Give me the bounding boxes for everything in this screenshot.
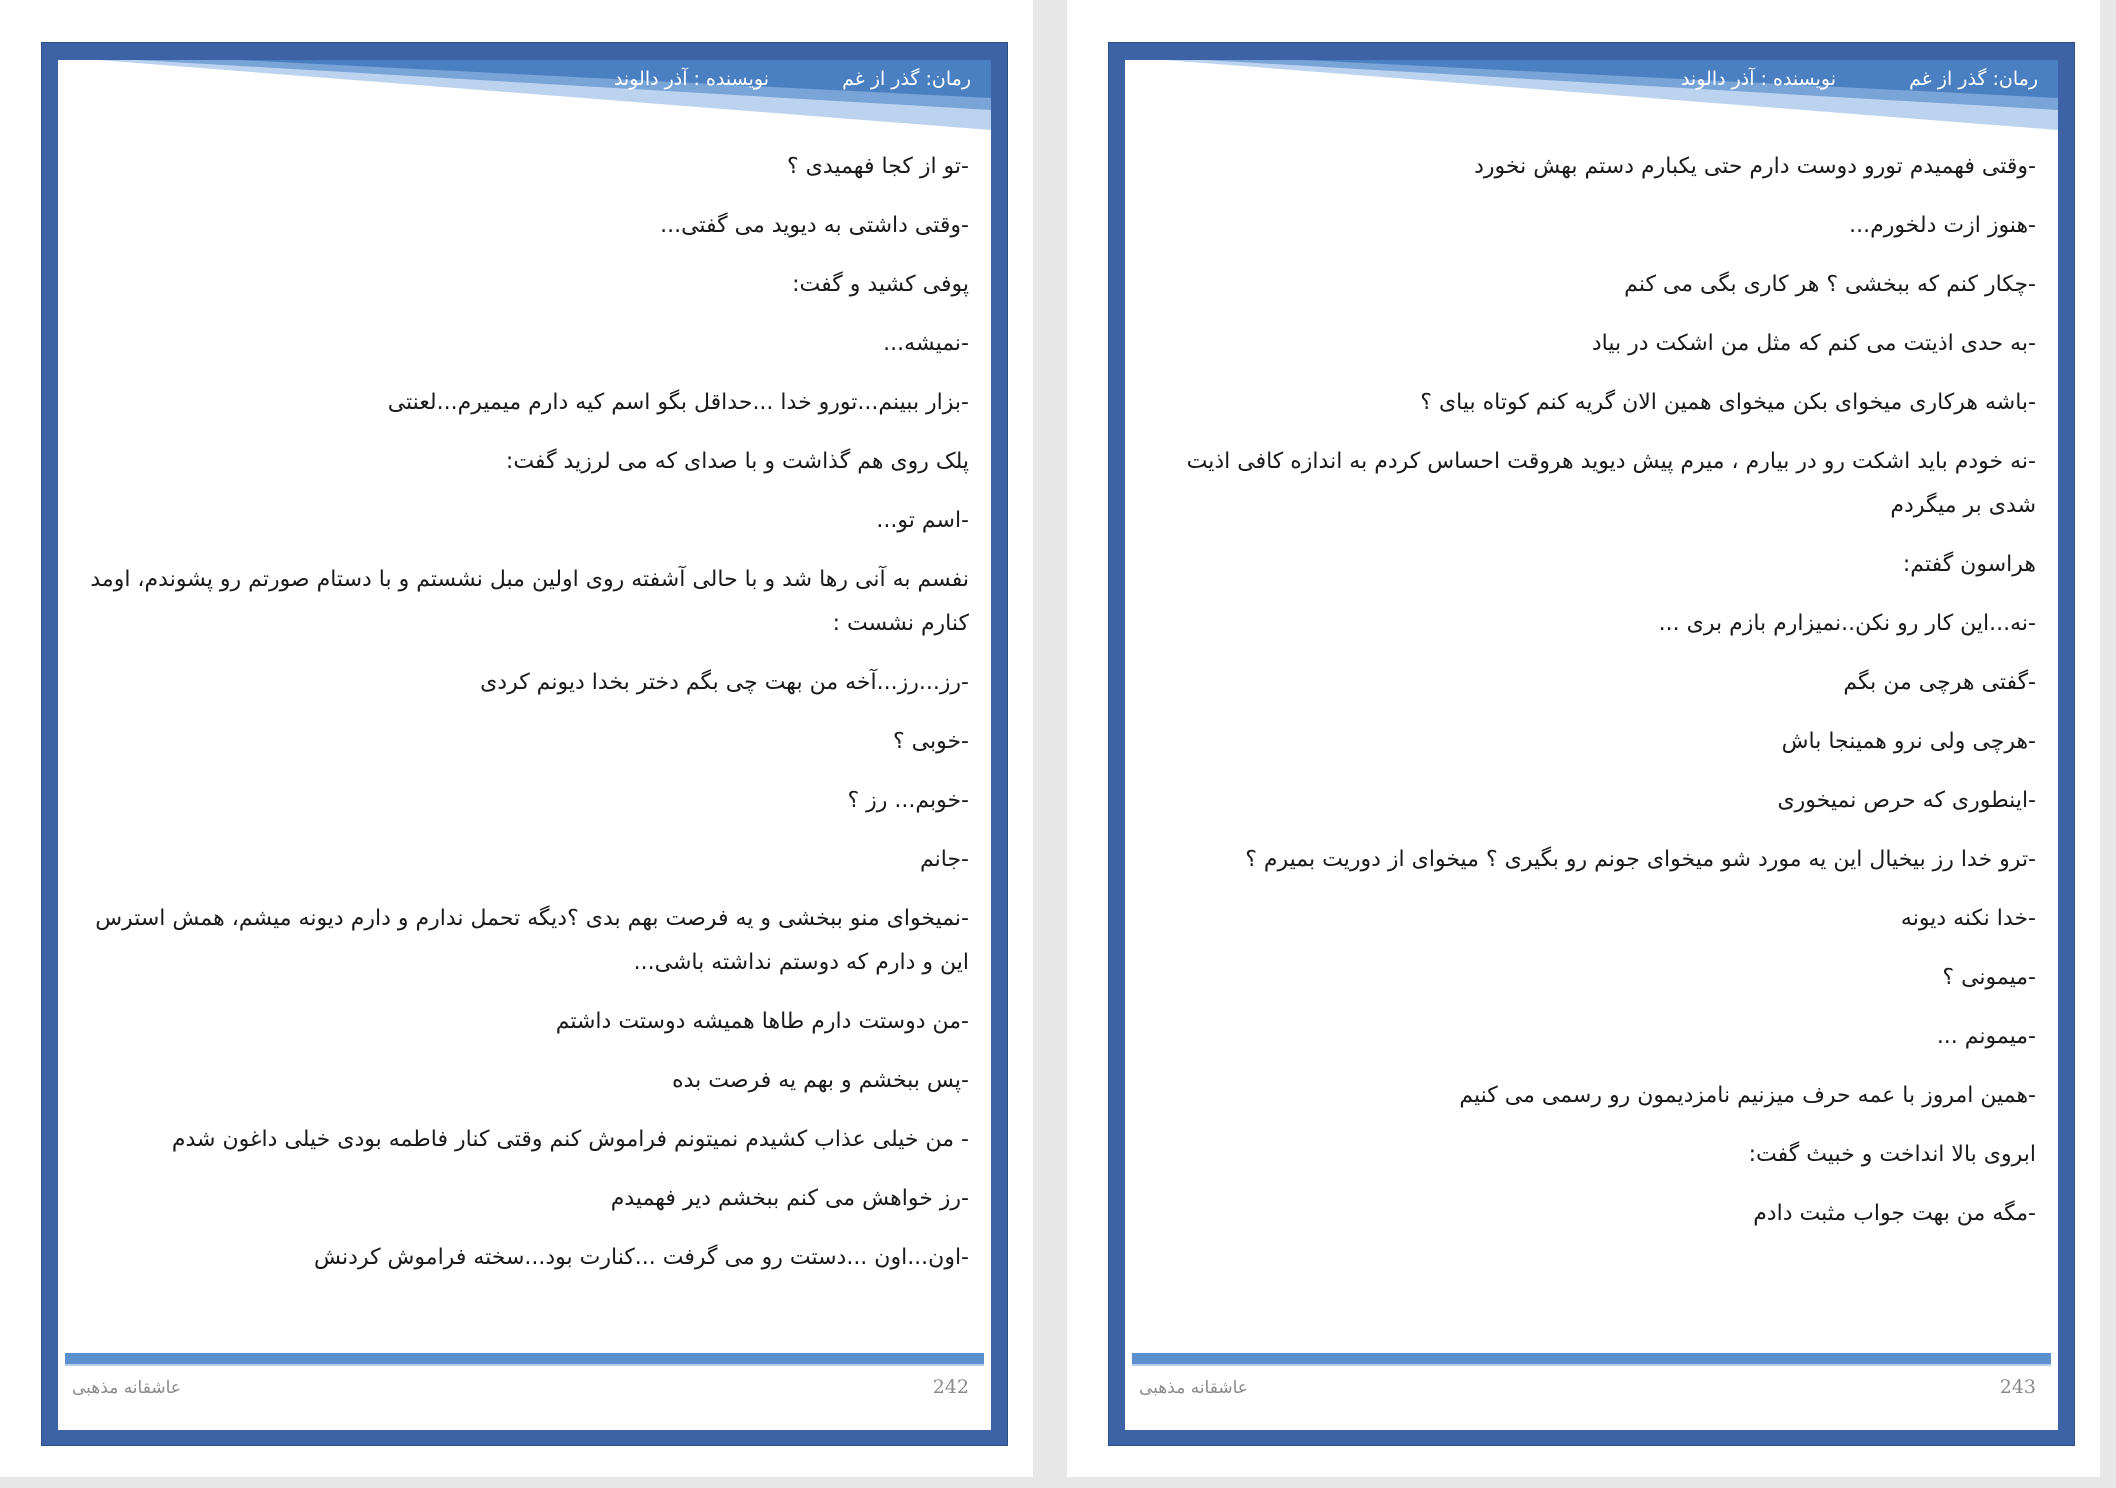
paragraph: -چکار کنم که ببخشی ؟ هر کاری بگی می کنم <box>1624 272 2036 297</box>
document-page-right <box>1067 0 2100 1477</box>
paragraph: -تو از کجا فهمیدی ؟ <box>787 154 969 179</box>
paragraph: -هنوز ازت دلخورم... <box>1849 213 2036 238</box>
paragraph: -میمونم ... <box>1936 1024 2036 1049</box>
paragraph: -میمونی ؟ <box>1942 965 2036 990</box>
page-border-frame <box>1108 42 2075 1446</box>
paragraph: -ترو خدا رز بیخیال این یه مورد شو میخوای جونم رو بگیری ؟ میخوای از دوریت بمیرم ؟ <box>1245 847 2036 872</box>
paragraph: -وقتی فهمیدم تورو دوست دارم حتی یکبارم دستم بهش نخورد <box>1474 154 2036 179</box>
paragraph: -نمیشه... <box>883 331 969 356</box>
header-novel-title: رمان: گذر از غم <box>1909 68 2038 90</box>
paragraph: -هرچی ولی نرو همینجا باش <box>1781 729 2036 754</box>
paragraph: پوفی کشید و گفت: <box>792 272 969 297</box>
paragraph: -اون...اون ...دستت رو می گرفت ...کنارت بود...سخته فراموش کردنش <box>313 1245 969 1270</box>
paragraph: -جانم <box>919 847 969 872</box>
footer-rule <box>1132 1353 2051 1364</box>
paragraph: -نمیخوای منو ببخشی و یه فرصت بهم بدی ؟دیگه تحمل ندارم و دارم دیونه میشم، همش استرس این و دارم که دوستم نداشته باشی... <box>95 906 969 975</box>
page-number: 243 <box>1999 1376 2036 1398</box>
paragraph: ابروی بالا انداخت و خبیث گفت: <box>1748 1142 2036 1167</box>
paragraph: -همین امروز با عمه حرف میزنیم نامزدیمون رو رسمی می کنیم <box>1459 1083 2036 1108</box>
paragraph: -خوبی ؟ <box>892 729 969 754</box>
page-content-area <box>1125 60 2058 1430</box>
paragraph: -به حدی اذیتت می کنم که مثل من اشکت در بیاد <box>1591 331 2036 356</box>
paragraph: -اینطوری که حرص نمیخوری <box>1777 788 2036 813</box>
paragraph: -پس ببخشم و بهم یه فرصت بده <box>672 1068 969 1093</box>
paragraph: -مگه من بهت جواب مثبت دادم <box>1753 1201 2036 1226</box>
paragraph: -خدا نکنه دیونه <box>1900 906 2036 931</box>
footer-rule <box>65 1353 984 1364</box>
header-author: نویسنده : آذر دالوند <box>613 68 769 90</box>
paragraph: -من دوستت دارم طاها همیشه دوستت داشتم <box>555 1009 969 1034</box>
paragraph: -خوبم... رز ؟ <box>847 788 969 813</box>
page-border-frame <box>41 42 1008 1446</box>
page-content-area <box>58 60 991 1430</box>
paragraph: -رز خواهش می کنم ببخشم دیر فهمیدم <box>610 1186 969 1211</box>
paragraph: -اسم تو... <box>876 508 969 533</box>
paragraph: -رز...رز...آخه من بهت چی بگم دختر بخدا دیونم کردی <box>480 670 969 695</box>
paragraph: هراسون گفتم: <box>1902 552 2036 577</box>
header-novel-title: رمان: گذر از غم <box>842 68 971 90</box>
page-body-text <box>1143 145 2036 1251</box>
paragraph: - من خیلی عذاب کشیدم نمیتونم فراموش کنم وقتی کنار فاطمه بودی خیلی داغون شدم <box>171 1127 969 1152</box>
paragraph: نفسم به آنی رها شد و با حالی آشفته روی اولین مبل نشستم و با دستام صورتم رو پشوندم، اومد کنارم نشست : <box>90 567 969 636</box>
paragraph: -وقتی داشتی به دیوید می گفتی... <box>660 213 969 238</box>
paragraph: -بزار ببینم...تورو خدا ...حداقل بگو اسم کیه دارم میمیرم...لعنتی <box>387 390 969 415</box>
paragraph: -نه خودم باید اشکت رو در بیارم ، میرم پیش دیوید هروقت احساس کردم به اندازه کافی اذیت شدی بر میگردم <box>1186 449 2036 518</box>
paragraph: -باشه هرکاری میخوای بکن میخوای همین الان گریه کنم کوتاه بیای ؟ <box>1420 390 2036 415</box>
footer-book-name: عاشقانه مذهبی <box>72 1378 181 1398</box>
page-body-text <box>76 145 969 1295</box>
paragraph: پلک روی هم گذاشت و با صدای که می لرزید گفت: <box>505 449 969 474</box>
header-author: نویسنده : آذر دالوند <box>1680 68 1836 90</box>
footer-book-name: عاشقانه مذهبی <box>1139 1378 1248 1398</box>
paragraph: -نه...این کار رو نکن..نمیزارم بازم بری ... <box>1658 611 2036 636</box>
document-page-left <box>0 0 1033 1477</box>
page-number: 242 <box>932 1376 969 1398</box>
paragraph: -گفتی هرچی من بگم <box>1843 670 2036 695</box>
